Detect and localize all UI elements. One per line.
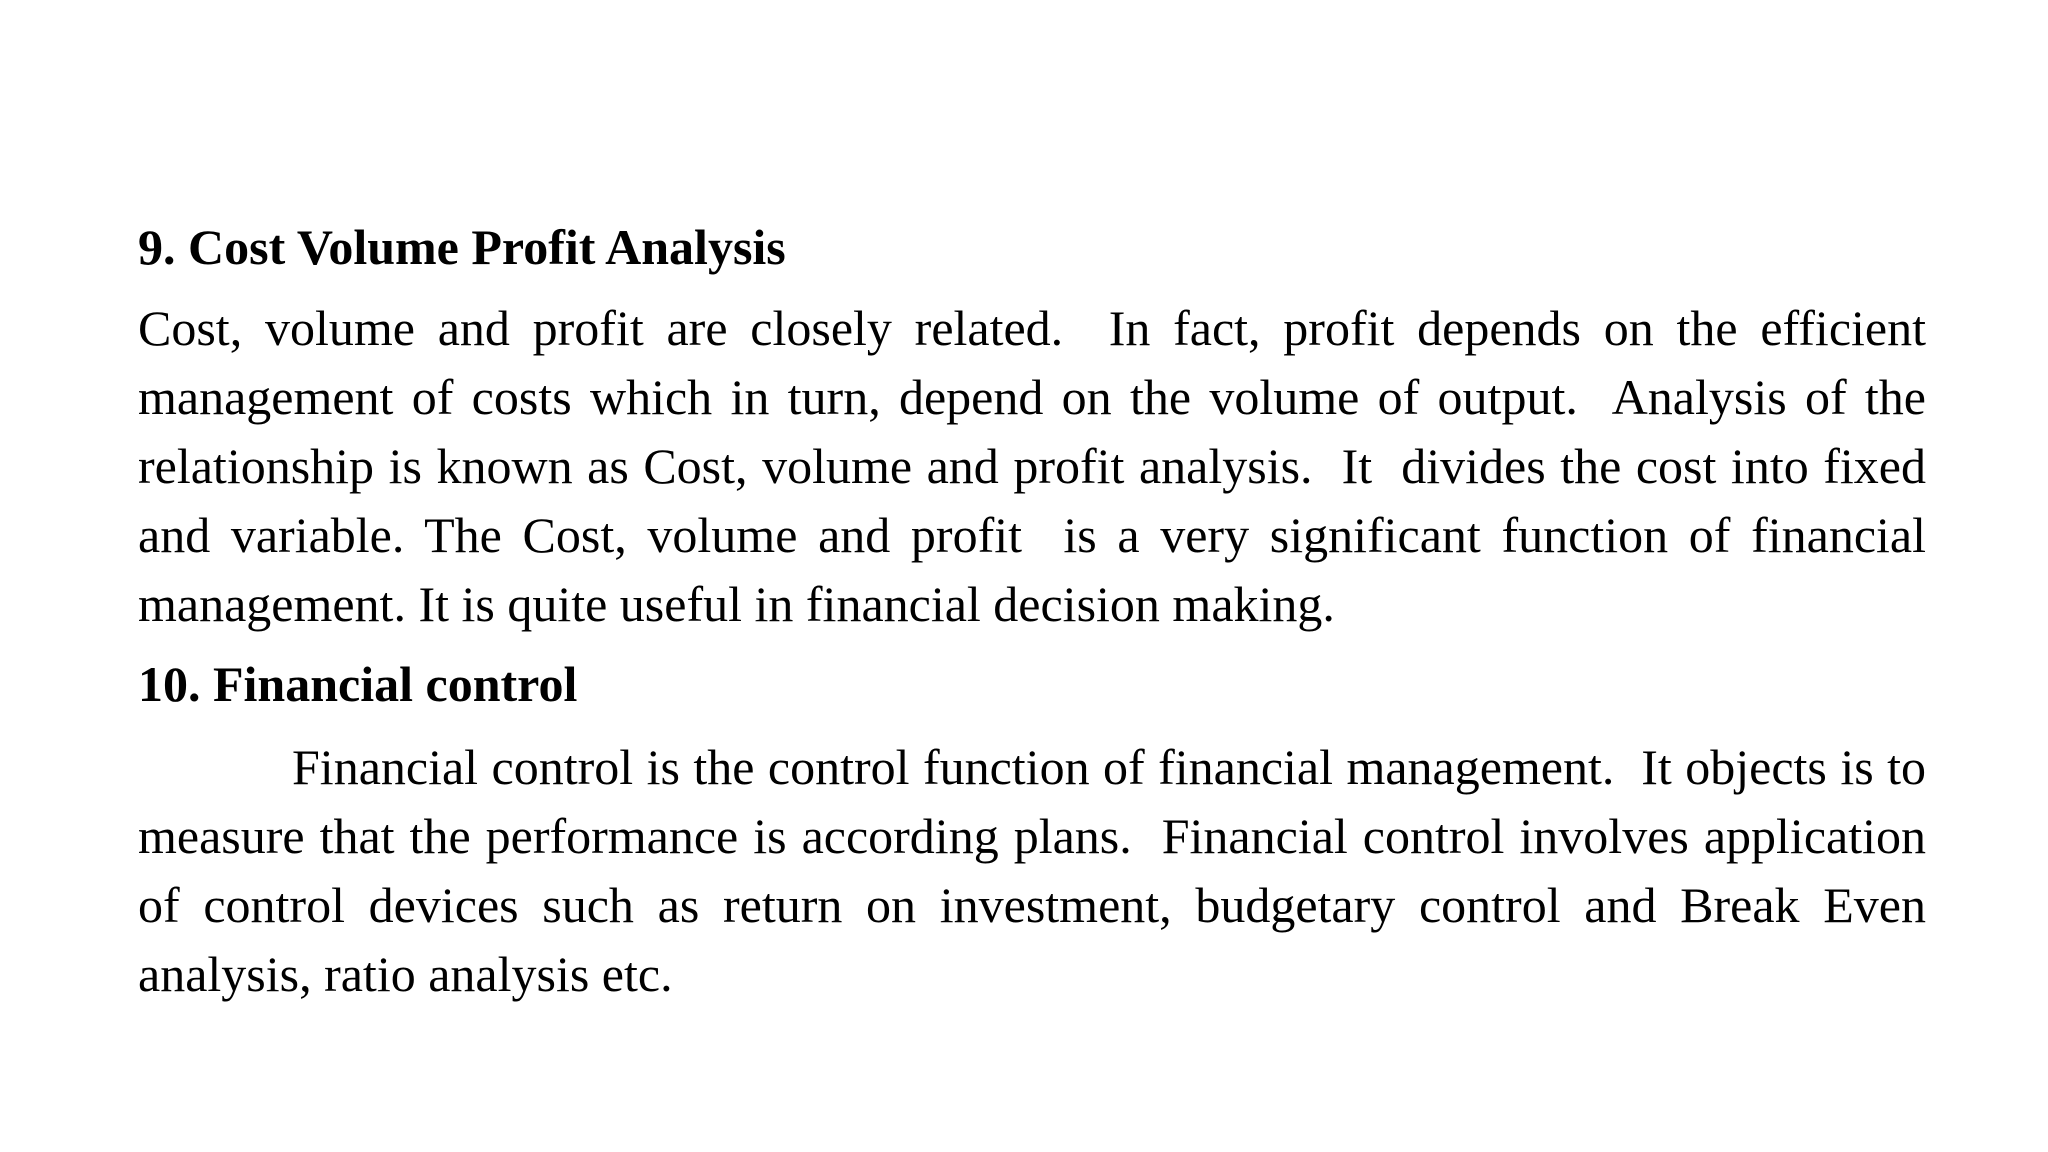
section-body-cost-volume-profit: Cost, volume and profit are closely related. In fact, profit depends on the efficient management of costs which in turn, depend on the volume of output. Analysis of the relationship is known as Cost, volume and profit analysis. It divides the cost into fixed and variable. The Cost, volume and profit is a very significant function of financial management. It is quite useful in financial decision making.	[138, 300, 1939, 632]
section-heading-cost-volume-profit: 9. Cost Volume Profit Analysis	[138, 219, 786, 275]
section-body-financial-control: Financial control is the control function of financial management. It objects is to measure that the performance is according plans. Financial control involves application of control devices such as return on investment, budgetary control and Break Even analysis, ratio analysis etc.	[138, 739, 1939, 1002]
section-heading-financial-control: 10. Financial control	[138, 656, 578, 712]
document-content	[138, 212, 1939, 1009]
